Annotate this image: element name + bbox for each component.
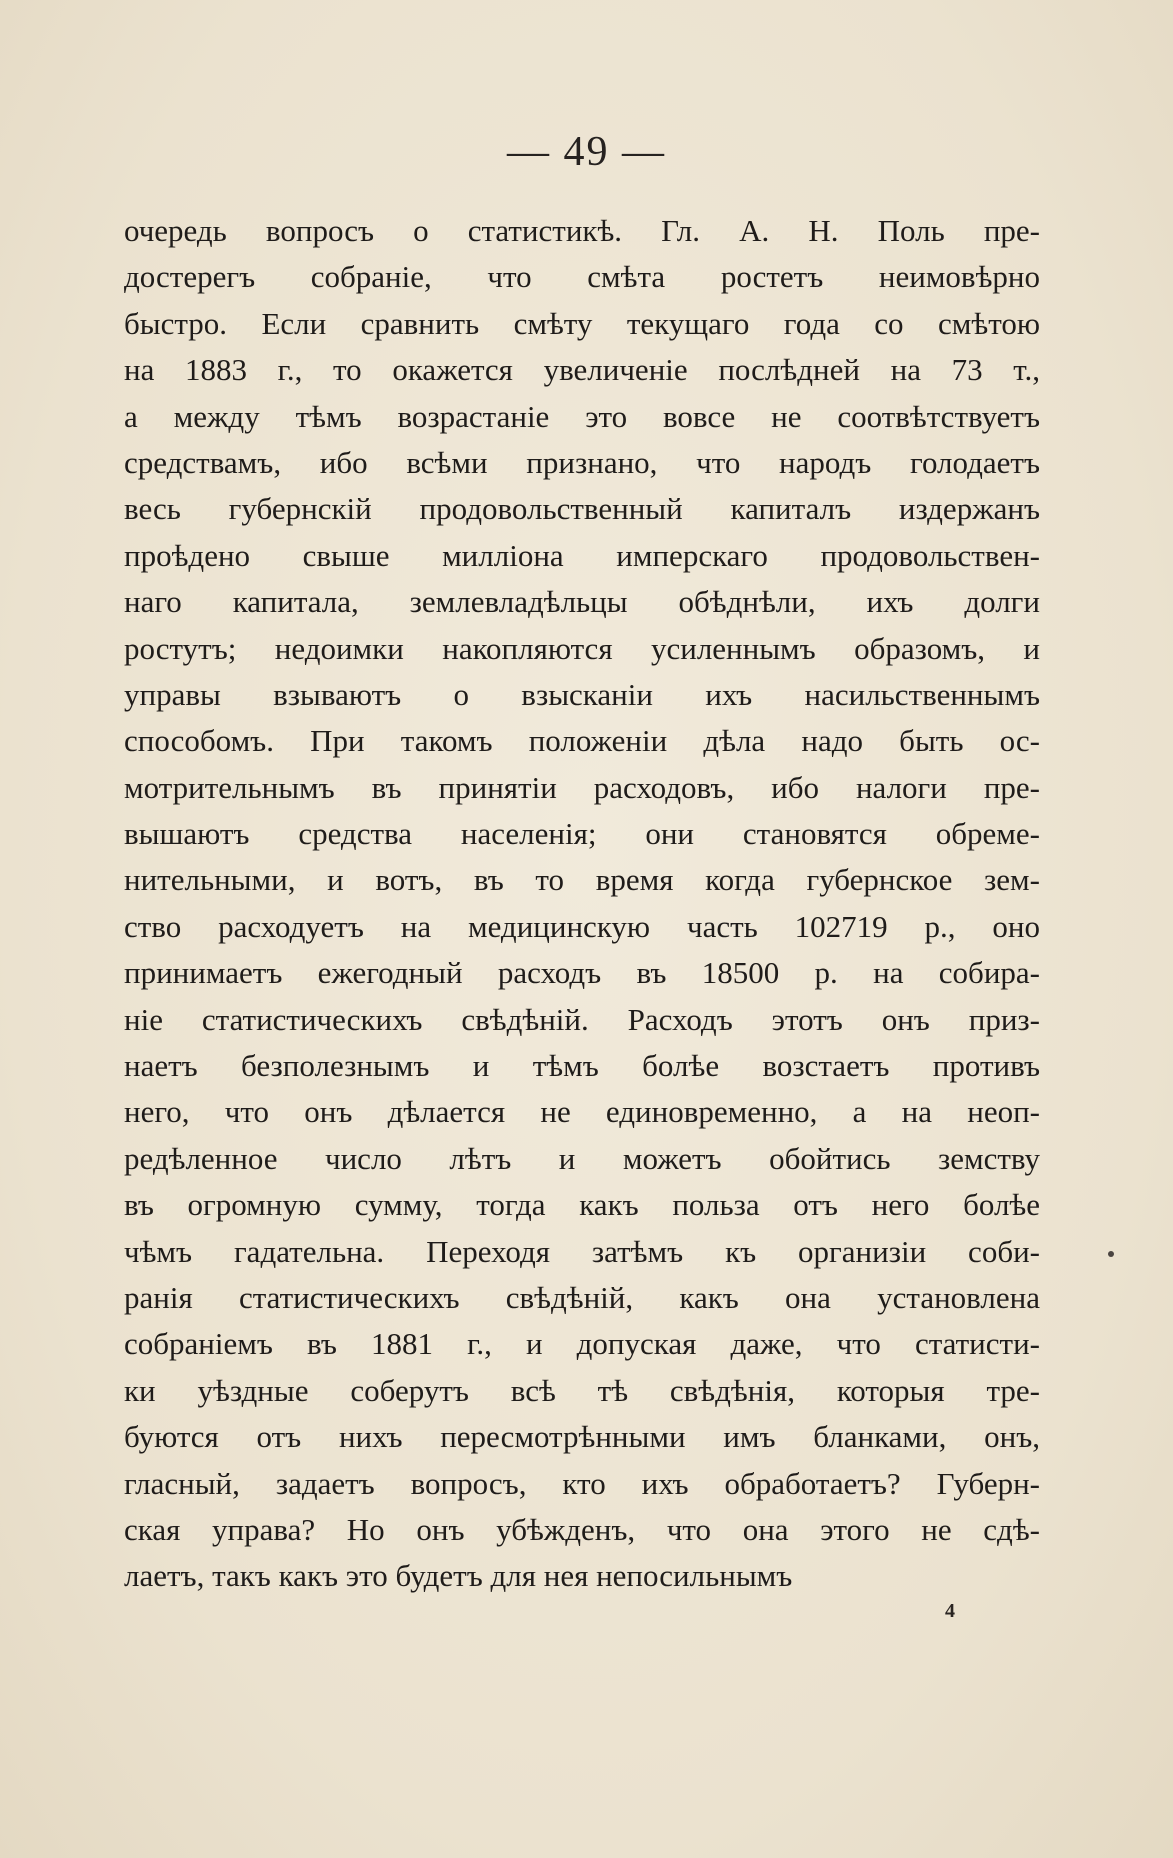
text-line: быстро. Если сравнить смѣту текущаго года со смѣтою (124, 305, 1040, 341)
text-line: средствамъ, ибо всѣми признано, что народъ голодаетъ (124, 444, 1040, 480)
ink-speck (1108, 1251, 1114, 1257)
body-text (124, 208, 1040, 1600)
text-line: редѣленное число лѣтъ и можетъ обойтись земству (124, 1140, 1040, 1176)
text-line: очередь вопросъ о статистикѣ. Гл. А. Н. Поль пре- (124, 213, 1040, 248)
text-line: гласный, задаетъ вопросъ, кто ихъ обработаетъ? Губерн- (124, 1465, 1040, 1501)
signature-mark: 4 (945, 1600, 955, 1622)
text-line: вышаютъ средства населенія; они становятся обреме- (124, 816, 1040, 852)
text-line: собраніемъ въ 1881 г., и допуская даже, что статисти- (124, 1326, 1040, 1362)
text-line: весь губернскій продовольственный капиталъ издержанъ (124, 491, 1040, 527)
text-line: а между тѣмъ возрастаніе это вовсе не соотвѣтствуетъ (124, 398, 1040, 434)
text-line: проѣдено свыше милліона имперскаго продовольствен- (124, 537, 1040, 573)
text-line: наго капитала, землевладѣльцы обѣднѣли, ихъ долги (124, 584, 1040, 620)
text-line: достерегъ собраніе, что смѣта ростетъ неимовѣрно (124, 259, 1040, 295)
text-line: лаетъ, такъ какъ это будетъ для нея непосильнымъ (124, 1558, 793, 1594)
text-line: чѣмъ гадательна. Переходя затѣмъ къ организіи соби- (124, 1233, 1040, 1269)
text-line: буются отъ нихъ пересмотрѣнными имъ бланками, онъ, (124, 1419, 1040, 1455)
text-line: него, что онъ дѣлается не единовременно, а на неоп- (124, 1094, 1040, 1130)
text-line: ніе статистическихъ свѣдѣній. Расходъ этотъ онъ приз- (124, 1001, 1040, 1037)
text-line: нительными, и вотъ, въ то время когда губернское зем- (124, 862, 1040, 898)
text-line: ки уѣздные соберутъ всѣ тѣ свѣдѣнія, которыя тре- (124, 1372, 1040, 1408)
text-line: способомъ. При такомъ положеніи дѣла надо быть ос- (124, 723, 1040, 759)
page-number: — 49 — (507, 129, 666, 175)
text-line: на 1883 г., то окажется увеличеніе послѣдней на 73 т., (124, 352, 1040, 388)
text-line: ская управа? Но онъ убѣжденъ, что она этого не сдѣ- (124, 1511, 1040, 1547)
text-line: управы взываютъ о взысканіи ихъ насильственнымъ (124, 676, 1040, 712)
text-line: ростутъ; недоимки накопляются усиленнымъ образомъ, и (124, 630, 1040, 666)
text-line: мотрительнымъ въ принятіи расходовъ, ибо налоги пре- (124, 769, 1040, 805)
text-line: ранія статистическихъ свѣдѣній, какъ она установлена (124, 1279, 1040, 1315)
text-line: ство расходуетъ на медицинскую часть 102719 р., оно (124, 908, 1040, 944)
text-line: принимаетъ ежегодный расходъ въ 18500 р. на собира- (124, 955, 1040, 991)
text-line: въ огромную сумму, тогда какъ польза отъ него болѣе (124, 1187, 1040, 1223)
text-line: наетъ безполезнымъ и тѣмъ болѣе возстаетъ противъ (124, 1048, 1040, 1084)
